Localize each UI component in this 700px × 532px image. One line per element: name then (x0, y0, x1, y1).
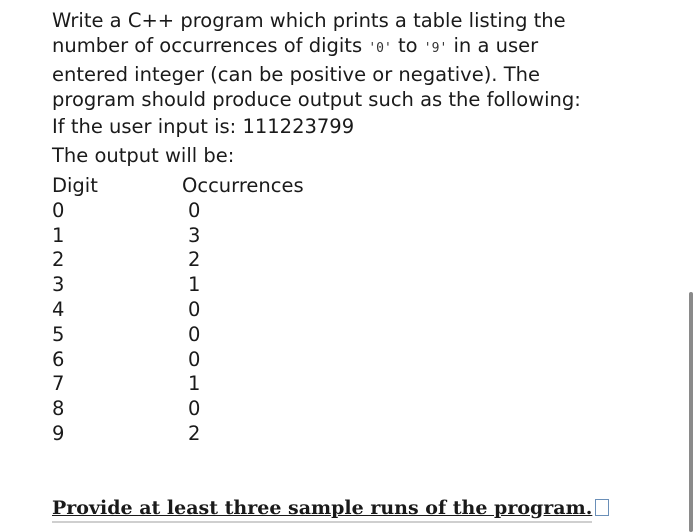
digit-to-code: '9' (423, 41, 448, 57)
count-cell: 1 (188, 372, 201, 396)
digit-cell: 8 (52, 397, 65, 421)
vertical-scrollbar[interactable] (689, 292, 693, 532)
count-cell: 0 (188, 198, 201, 222)
output-intro-line: The output will be: (52, 144, 235, 167)
question-line-2-a: number of occurrences of digits (52, 34, 369, 58)
count-cell: 1 (188, 273, 201, 297)
count-cell: 3 (188, 223, 201, 247)
question-line-3: entered integer (can be positive or negative). The (52, 62, 540, 86)
count-cell: 0 (188, 347, 201, 371)
count-cell: 2 (188, 421, 201, 445)
question-line-2-c: in a user (447, 34, 539, 58)
question-line-4: program should produce output such as the following: (52, 87, 581, 111)
placeholder-box-icon (595, 499, 609, 516)
question-line-1: Write a C++ program which prints a table listing the (52, 9, 566, 32)
question-line-2 (52, 33, 652, 61)
question-line-2-b: to (391, 34, 424, 58)
count-cell: 2 (188, 248, 201, 272)
user-input-line: If the user input is: 111223799 (52, 115, 355, 138)
digit-cell: 5 (52, 322, 65, 346)
column-header-digit: Digit (52, 174, 98, 197)
digit-cell: 6 (52, 347, 65, 371)
provide-text: Provide at least three sample runs of the program. (52, 497, 593, 519)
count-cell: 0 (188, 397, 201, 421)
column-header-occurrences: Occurrences (182, 174, 304, 197)
cut-off-next-line (52, 521, 592, 523)
digit-cell: 1 (52, 223, 65, 247)
digit-cell: 4 (52, 297, 65, 321)
digit-from-code: '0' (368, 41, 392, 57)
digit-cell: 3 (52, 273, 65, 297)
digit-cell: 2 (52, 248, 65, 272)
count-cell: 0 (188, 297, 201, 321)
question-text (52, 8, 652, 112)
digit-cell: 7 (52, 372, 65, 396)
digit-cell: 9 (52, 421, 65, 445)
provide-sample-runs-instruction (52, 497, 609, 519)
count-cell: 0 (188, 322, 201, 346)
digit-cell: 0 (52, 198, 65, 222)
